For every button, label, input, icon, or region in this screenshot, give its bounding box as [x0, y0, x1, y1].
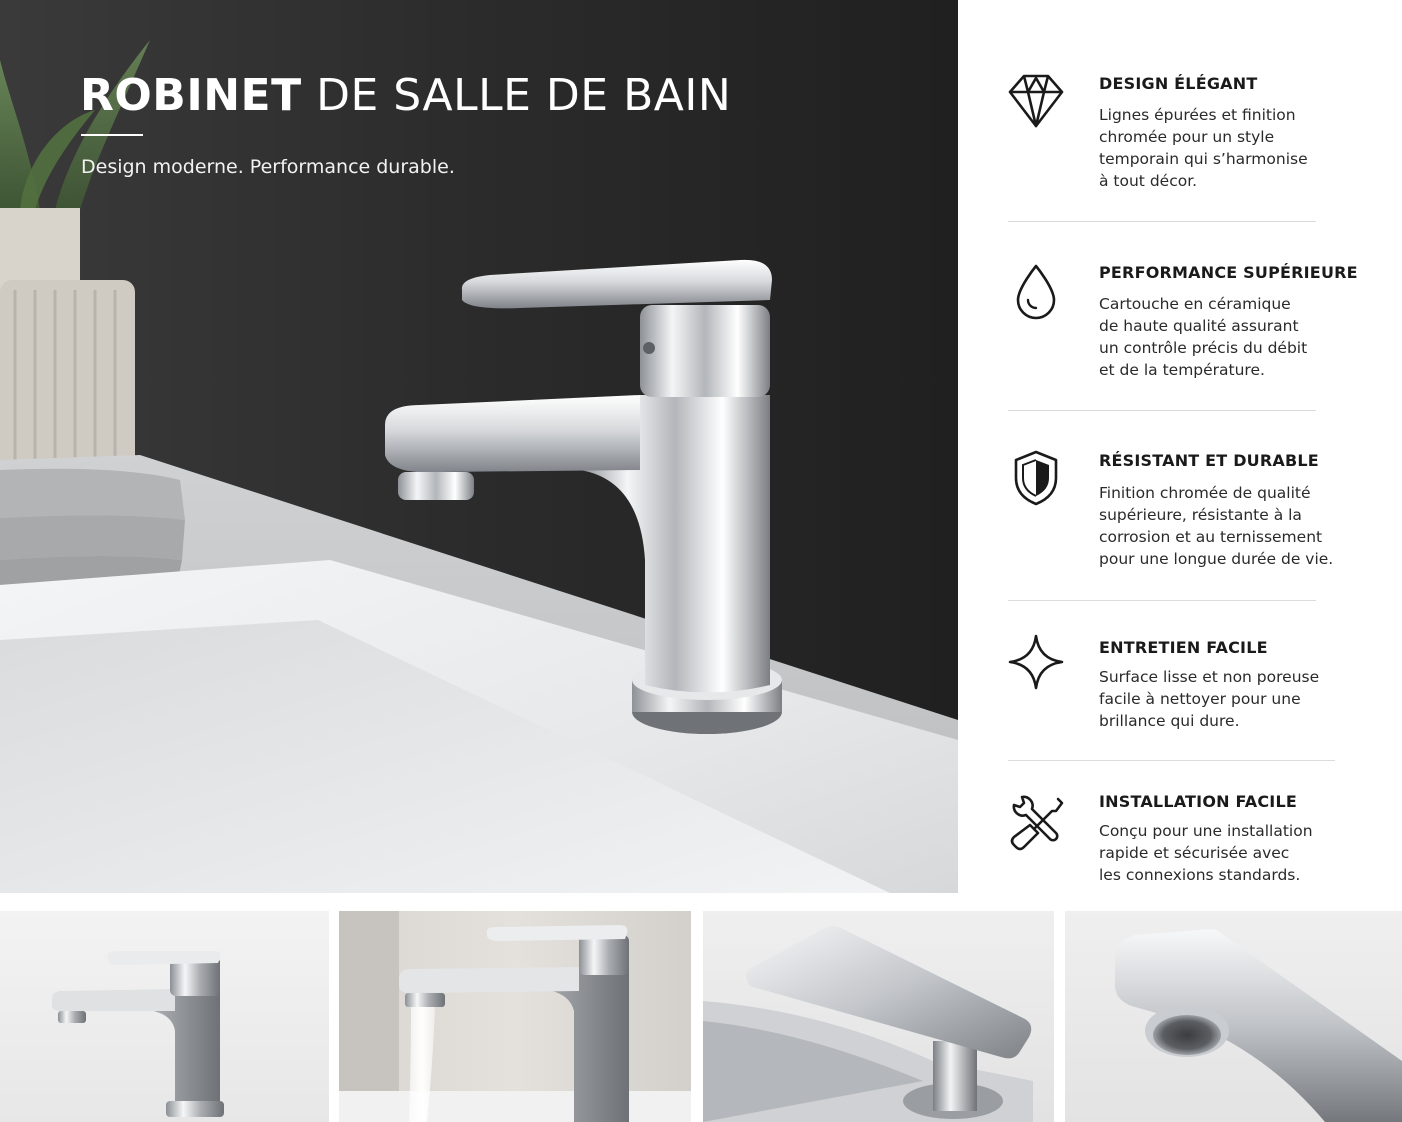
feature-desc-line: et de la température.: [1099, 361, 1265, 379]
feature-description: [1099, 666, 1399, 732]
shield-icon: [1006, 448, 1066, 508]
feature-description: [1099, 104, 1399, 192]
hero-title: [80, 70, 731, 121]
feature-desc-line: les connexions standards.: [1099, 866, 1301, 884]
feature-title: DESIGN ÉLÉGANT: [1099, 74, 1258, 93]
feature-divider: [1008, 600, 1316, 601]
feature-description: [1099, 482, 1399, 570]
feature-desc-line: un contrôle précis du débit: [1099, 339, 1308, 357]
feature-desc-line: chromée pour un style: [1099, 128, 1275, 146]
hero-divider: [81, 134, 143, 136]
sparkle-icon: [1006, 632, 1066, 692]
feature-desc-line: temporain qui s’harmonise: [1099, 150, 1308, 168]
feature-desc-line: de haute qualité assurant: [1099, 317, 1299, 335]
feature-desc-line: Surface lisse et non poreuse: [1099, 668, 1320, 686]
thumbnail-running-water[interactable]: [339, 911, 691, 1122]
feature-desc-line: supérieure, résistante à la: [1099, 506, 1302, 524]
feature-divider: [1008, 410, 1316, 411]
feature-divider: [1008, 221, 1316, 222]
feature-desc-line: brillance qui dure.: [1099, 712, 1240, 730]
feature-desc-line: Finition chromée de qualité: [1099, 484, 1311, 502]
feature-desc-line: pour une longue durée de vie.: [1099, 550, 1334, 568]
features-panel: [958, 0, 1402, 905]
thumbnail-aerator-closeup[interactable]: [1065, 911, 1402, 1122]
feature-desc-line: à tout décor.: [1099, 172, 1198, 190]
feature-title: RÉSISTANT ET DURABLE: [1099, 451, 1319, 470]
feature-desc-line: corrosion et au ternissement: [1099, 528, 1323, 546]
thumbnail-faucet-side[interactable]: [0, 911, 329, 1122]
feature-title: INSTALLATION FACILE: [1099, 792, 1297, 811]
feature-desc-line: Cartouche en céramique: [1099, 295, 1291, 313]
hero-title-bold: ROBINET: [80, 70, 302, 121]
wrench-screwdriver-icon: [1006, 793, 1066, 853]
feature-desc-line: Lignes épurées et finition: [1099, 106, 1296, 124]
faucet-running-water-photo: [339, 911, 691, 1122]
thumbnail-handle-closeup[interactable]: [703, 911, 1054, 1122]
feature-title: PERFORMANCE SUPÉRIEURE: [1099, 263, 1358, 282]
feature-desc-line: Conçu pour une installation: [1099, 822, 1313, 840]
feature-divider: [1008, 760, 1335, 761]
feature-description: [1099, 820, 1399, 886]
handle-closeup-photo: [703, 911, 1054, 1122]
feature-desc-line: rapide et sécurisée avec: [1099, 844, 1290, 862]
water-drop-icon: [1006, 262, 1066, 322]
feature-desc-line: facile à nettoyer pour une: [1099, 690, 1301, 708]
feature-title: ENTRETIEN FACILE: [1099, 638, 1268, 657]
hero-subtitle: Design moderne. Performance durable.: [81, 156, 455, 178]
hero-title-rest: DE SALLE DE BAIN: [316, 70, 732, 121]
diamond-icon: [1006, 70, 1066, 130]
aerator-closeup-photo: [1065, 911, 1402, 1122]
feature-description: [1099, 293, 1399, 381]
faucet-side-view-photo: [0, 911, 329, 1122]
